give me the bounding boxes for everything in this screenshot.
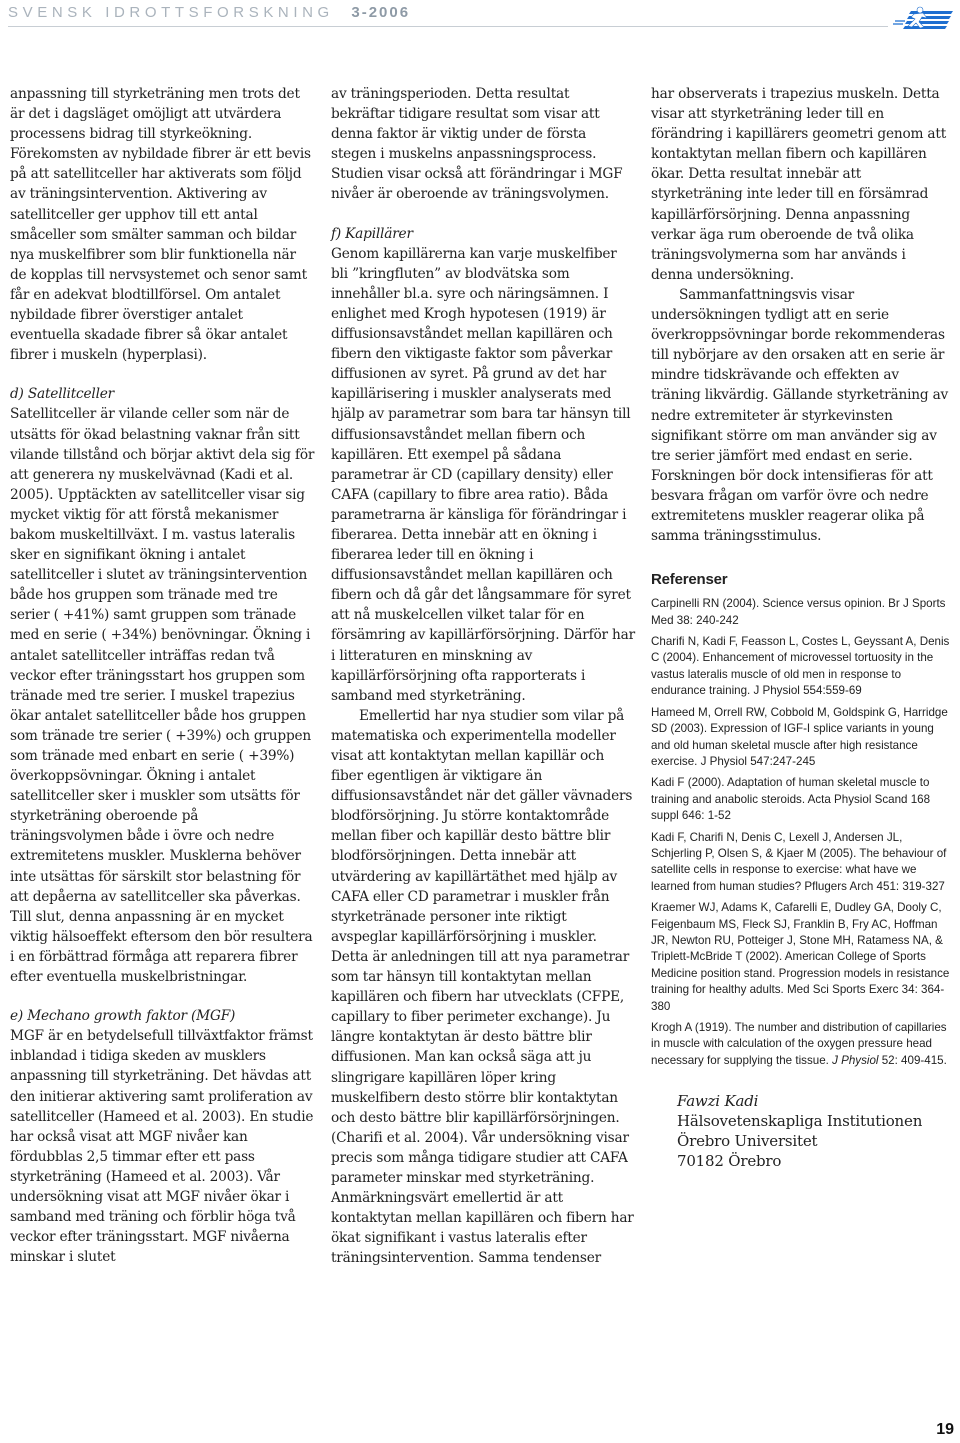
reference-text: 52: 409-415. bbox=[878, 1053, 947, 1067]
author-institution: Hälsovetenskapliga Institutionen bbox=[677, 1112, 923, 1131]
references-heading: Referenser bbox=[651, 571, 728, 589]
header-rule bbox=[8, 26, 888, 27]
runner-logo-icon bbox=[893, 5, 955, 31]
page-number: 19 bbox=[936, 1421, 954, 1438]
author-address: 70182 Örebro bbox=[677, 1152, 782, 1171]
issue-number: 3-2006 bbox=[351, 4, 411, 21]
reference-item: Charifi N, Kadi F, Feasson L, Costes L, Geyssant A, Denis C (2004). Enhancement of microvessel tortuosity in the vastus lateralis muscle of old men in response to endurance training. J Physiol 554:559-69 bbox=[651, 635, 950, 698]
column-middle bbox=[331, 84, 635, 1268]
reference-text: Krogh A (1919). The number and distribution of capillaries in muscle with calculation of the oxygen pressure head necessary for supplying the tissue. bbox=[651, 1021, 947, 1067]
column-right bbox=[651, 84, 951, 1171]
paragraph: av träningsperioden. Detta resultat bekräftar tidigare resultat som visar att denna faktor är viktig under de första stegen i muskelns anpassningsprocess. Studien visar också att förändringar i MGF nivåer är oberoende av träningsvolymen. bbox=[331, 86, 623, 203]
paragraph: Emellertid har nya studier som vilar på matematiska och experimentella modeller visat att kontaktytan mellan kapillär och fiber egentligen är viktigare än diffusionsavståndet när det gäller vävnaders blodförsörjning. Ju större kontaktområde mellan fiber och kapillär desto bättre blir blodförsörjningen. Detta innebär att utvärdering av kapillärtäthet med hjälp av CAFA eller CD parametrar i muskler från styrketränade personer inte riktigt avspeglar kapillärförsörjning i muskler. Detta är anledningen till att nya parametrar som tar hänsyn till kontaktytan mellan kapillären och fibern har utvecklats (CFPE, capillary to fiber perimeter exchange). Ju längre kontaktytan är desto bättre blir diffusionen. Man kan också säga att ju slingrigare kapillären löper kring muskelfibern desto större blir kontaktytan och desto bättre blir kapillärförsörjningen. (Charifi et al. 2004). Vår undersökning visar precis som många tidigare studier att CAFA parameter minskar med styrketräning. Anmärkningsvärt emellertid är att kontaktytan mellan kapillären och fibern har ökat signifikant i vastus lateralis efter träningsintervention. Samma tendenser bbox=[331, 707, 634, 1267]
reference-item: Carpinelli RN (2004). Science versus opinion. Br J Sports Med 38: 240-242 bbox=[651, 597, 946, 627]
reference-item: Kraemer WJ, Adams K, Cafarelli E, Dudley GA, Dooly C, Feigenbaum MS, Fleck SJ, Franklin B, Fry AC, Hoffman JR, Newton RU, Potteiger J, Stone MH, Ratamess NA, & Triplett-McBride T (2002). American College of Sports Medicine position stand. Progression models in resistance training for healthy adults. Med Sci Sports Exerc 34: 364-380 bbox=[651, 901, 950, 1013]
reference-item bbox=[651, 1020, 951, 1069]
section-heading: d) Satellitceller bbox=[10, 386, 114, 403]
section-heading: e) Mechano growth faktor (MGF) bbox=[10, 1008, 236, 1025]
section-heading: f) Kapillärer bbox=[331, 225, 413, 242]
reference-journal: J Physiol bbox=[832, 1053, 879, 1067]
journal-name: SVENSK IDROTTSFORSKNING bbox=[8, 4, 334, 21]
reference-item: Hameed M, Orrell RW, Cobbold M, Goldspink G, Harridge SD (2003). Expression of IGF-I splice variants in young and old human skeletal muscle after high resistance exercise. J Physiol 547:247-245 bbox=[651, 705, 948, 768]
paragraph: Genom kapillärerna kan varje muskelfiber bli ”kringfluten” av blodvätska som innehåller bl.a. syre och näringsämnen. I enlighet med Krogh hypotesen (1919) är diffusionsavståndet mellan kapillären och fibern den viktigaste faktor som påverkar diffusionen av syret. På grund av det har kapillärisering i muskler analyserats med hjälp av parametrar som bara tar hänsyn till diffusionsavståndet mellan fibern och kapillären. Ett exempel på sådana parametrar är CD (capillary density) eller CAFA (capillary to fibre area ratio). Båda parametrarna är känsliga för förändringar i fiberarea. Detta innebär att en ökning i fiberarea leder till en ökning i diffusionsavståndet mellan kapillären och fibern och då går det långsammare för syret att nå muskelcellen vilket talar för en försämring av kapillärförsörjning. Därför har i litteraturen en minskning av kapillärförsörjning ofta rapporterats i samband med styrketräning. bbox=[331, 245, 635, 704]
paragraph: Sammanfattningsvis visar undersökningen tydligt att en serie överkroppsövningar borde rekommenderas till nybörjare av den orsaken att en serie är mindre tidskrävande och effekten av träning likvärdig. Gällande styrketräning av nedre extremiteter är styrkevinsten signifikant större om man använder sig av tre serier jämfört med endast en serie. Forskningen bör dock intensifieras för att besvara frågan om varför övre och nedre extremitetens muskler reagerar olika på samma träningsstimulus. bbox=[651, 286, 949, 545]
journal-title bbox=[8, 4, 410, 21]
paragraph: Satellitceller är vilande celler som när de utsätts för ökad belastning vaknar från sitt vilande tillstånd och börjar aktivt dela sig för att generera ny muskelvävnad (Kadi et al. 2005). Upptäckten av satellitceller visar sig mycket viktig för att förstå mekanismer bakom muskeltillväxt. I m. vastus lateralis sker en signifikant ökning i antalet satellitceller i slutet av träningsintervention både hos gruppen som tränade med tre serier ( +41%) samt gruppen som tränade med en serie ( +34%) benövningar. Ökning i antalet satellitceller inträffas redan två veckor efter träningsstart hos gruppen som tränade med tre serier. I muskel trapezius ökar antalet satellitceller både hos gruppen som tränade tre serier ( +39%) och gruppen som tränade med enbart en serie ( +39%) överkoppsövningar. Ökning i antalet satellitceller sker i muskler som utsätts för styrketräning oberoende på träningsvolymen både i övre och nedre extremitetens muskler. Musklerna behöver inte utsättas för särskilt stor belastning för att depåerna av satellitceller ska påverkas. Till slut, denna anpassning är en mycket viktig hälsoeffekt eftersom den bör resultera i en förbättrad förmåga att reparera fibrer efter eventuella muskelbristningar. bbox=[10, 406, 315, 986]
reference-list bbox=[651, 596, 951, 1069]
author-block bbox=[651, 1091, 951, 1171]
author-university: Örebro Universitet bbox=[677, 1132, 818, 1151]
paragraph: anpassning till styrketräning men trots det är det i dagsläget omöjligt att utvärdera processens bidrag till styrkeökning. Förekomsten av nybildade fibrer är ett bevis på att satellitceller har aktiverats som följd av träningsintervention. Aktivering av satellitceller ger upphov till ett antal småceller som smälter samman och bildar nya muskelfibrer som blir funktionella när de kopplas till nervsystemet och senor samt får en adekvat blodtillförsel. Om antalet nybildade fibrer överstiger antalet eventuella skadade fibrer så ökar antalet fibrer i muskeln (hyperplasi). bbox=[10, 86, 311, 364]
paragraph: MGF är en betydelsefull tillväxtfaktor främst inblandad i tidiga skeden av musklers anpassning till styrketräning. Det hävdas att den initierar aktivering samt proliferation av satellitceller (Hameed et al. 2003). En studie har också visat att MGF nivåer kan fördubblas 2,5 timmar efter ett pass styrketräning (Hameed et al. 2003). Vår undersökning visat att MGF nivåer ökar i samband med träning och förblir höga två veckor efter träningsstart. MGF nivåerna minskar i slutet bbox=[10, 1028, 314, 1266]
reference-item: Kadi F, Charifi N, Denis C, Lexell J, Andersen JL, Schjerling P, Olsen S, & Kjaer M (2005). The behaviour of satellite cells in response to exercise: what have we learned from human studies? Pflugers Arch 451: 319-327 bbox=[651, 830, 947, 893]
page-header bbox=[0, 0, 960, 28]
column-left bbox=[10, 84, 315, 1267]
reference-item: Kadi F (2000). Adaptation of human skeletal muscle to training and anabolic steroids. Acta Physiol Scand 168 suppl 646: 1-52 bbox=[651, 776, 931, 823]
paragraph: har observerats i trapezius muskeln. Detta visar att styrketräning leder till en förändring i kapillärers geometri genom att kontaktytan mellan fibern och kapillären ökar. Detta resultat innebär att styrketräning inte leder till en försämrad kapillärförsörjning. Denna anpassning verkar äga rum oberoende de två olika träningsvolymerna som har används i denna undersökning. bbox=[651, 86, 946, 283]
author-name: Fawzi Kadi bbox=[677, 1092, 759, 1111]
